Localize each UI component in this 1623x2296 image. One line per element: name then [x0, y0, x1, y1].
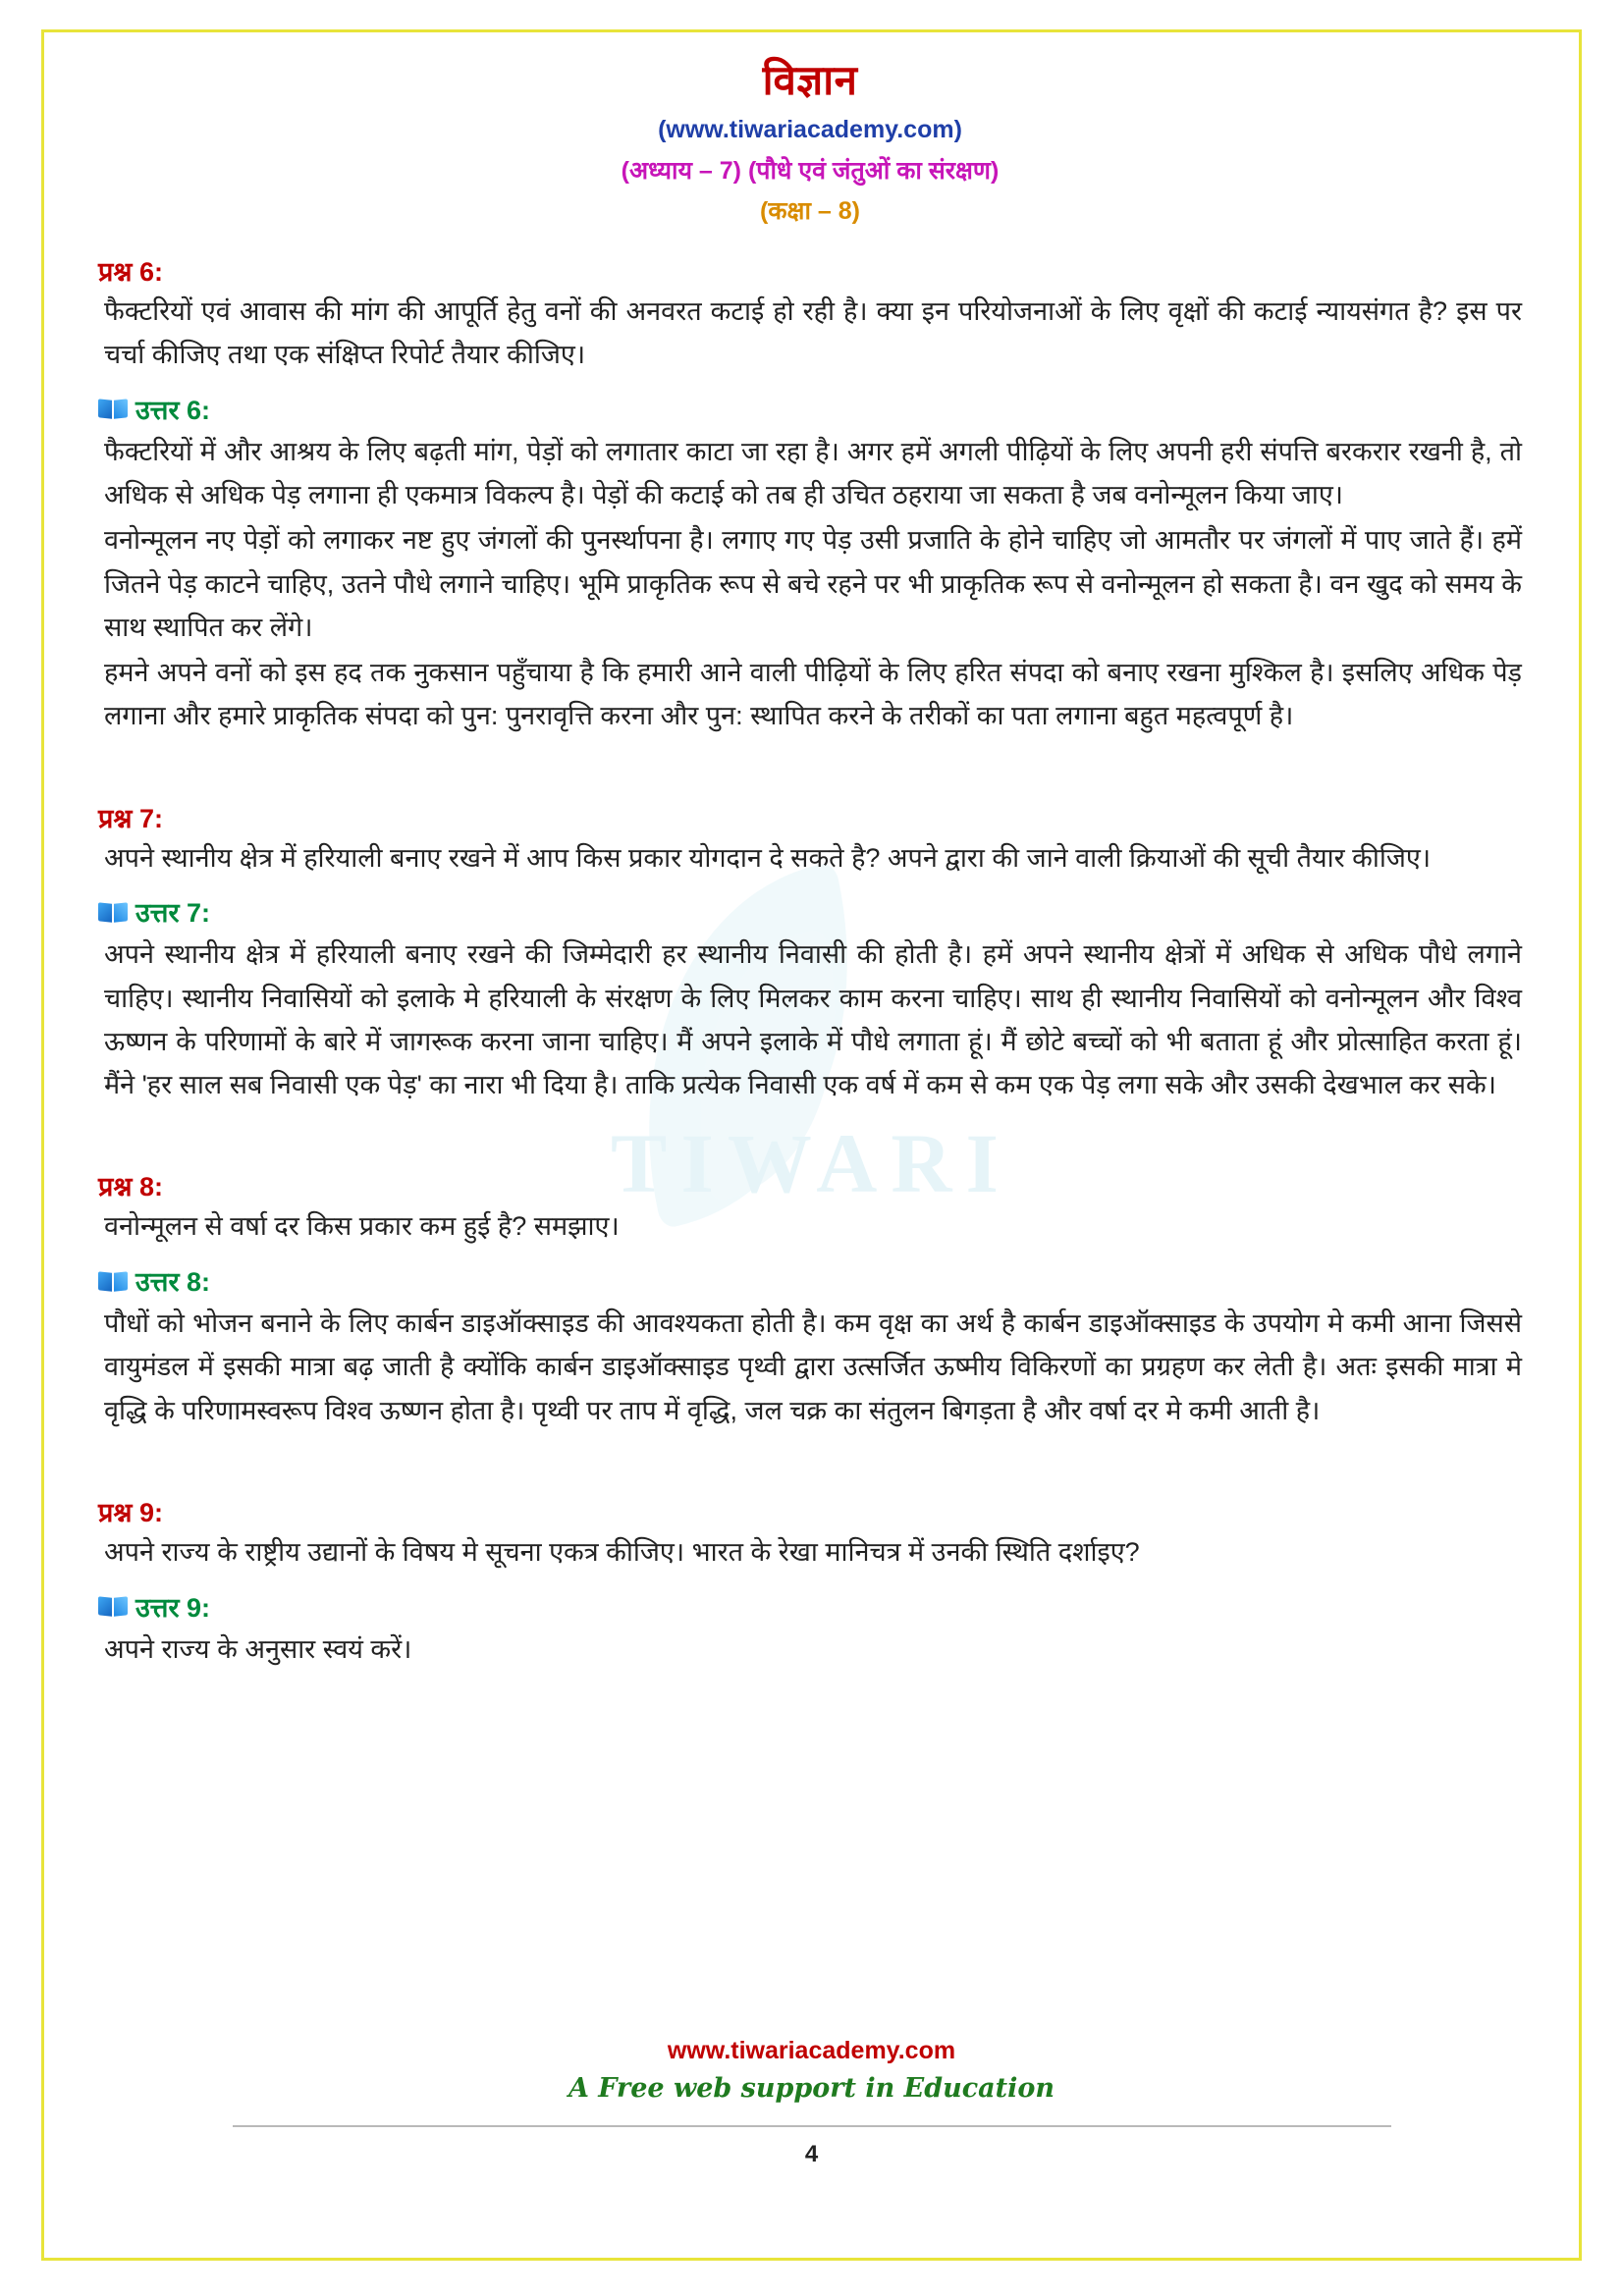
- answer-label: उत्तर 7:: [135, 898, 211, 929]
- qa-block: [98, 1167, 1522, 1432]
- document-content: [98, 57, 1522, 1673]
- answer-paragraph: वनोन्मूलन नए पेड़ों को लगाकर नष्ट हुए जंगलों की पुनर्स्थापना है। लगाए गए पेड़ उसी प्रजाति के होने चाहिए जो आमतौर पर जंगलों में पाए जाते हैं। हमें जितने पेड़ काटने चाहिए, उतने पौधे लगाने चाहिए। भूमि प्राकृतिक रूप से बचे रहने पर भी प्राकृतिक रूप से वनोन्मूलन हो सकता है। वन खुद को समय के साथ स्थापित कर लेंगे।: [104, 525, 1522, 642]
- answer-paragraph: अपने राज्य के अनुसार स्वयं करें।: [104, 1633, 412, 1664]
- question-text: वनोन्मूलन से वर्षा दर किस प्रकार कम हुई है? समझाए।: [104, 1211, 620, 1242]
- book-icon: [98, 1269, 128, 1293]
- answer-paragraph: हमने अपने वनों को इस हद तक नुकसान पहुँचाया है कि हमारी आने वाली पीढ़ियों के लिए हरित संपदा को बनाए रखना मुश्किल है। इसलिए अधिक पेड़ लगाना और हमारे प्राकृतिक संपदा को पुन: पुनरावृत्ति करना और पुन: स्थापित करने के तरीकों का पता लगाना बहुत महत्वपूर्ण है।: [104, 658, 1522, 731]
- page-footer: [0, 2037, 1623, 2168]
- header-chapter: (अध्याय – 7) (पौधे एवं जंतुओं का संरक्षण): [621, 157, 1000, 186]
- answer-paragraph: अपने स्थानीय क्षेत्र में हरियाली बनाए रखने की जिम्मेदारी हर स्थानीय निवासी की होती है। हमें अपने स्थानीय क्षेत्रों में अधिक से अधिक पौधे लगाने चाहिए। स्थानीय निवासियों को इलाके मे हरियाली के संरक्षण के लिए मिलकर काम करना चाहिए। साथ ही स्थानीय निवासियों को वनोन्मूलन और विश्व ऊष्णन के परिणामों के बारे में जागरूक करना जाना चाहिए। मैं अपने इलाके में पौधे लगाता हूं। मैं छोटे बच्चों को भी बताता हूं और प्रोत्साहित करता हूं। मैंने 'हर साल सब निवासी एक पेड़' का नारा भी दिया है। ताकि प्रत्येक निवासी एक वर्ष में कम से कम एक पेड़ लगा सके और उसकी देखभाल कर सके।: [104, 939, 1522, 1100]
- header-website: (www.tiwariacademy.com): [658, 116, 962, 144]
- qa-block: [98, 252, 1522, 737]
- footer-divider: [233, 2125, 1391, 2127]
- spacer: [98, 740, 1522, 774]
- answer-heading: [98, 1588, 1522, 1625]
- question-label: प्रश्न 8:: [98, 1172, 163, 1202]
- question-label: प्रश्न 7:: [98, 803, 163, 833]
- answer-paragraph: पौधों को भोजन बनाने के लिए कार्बन डाइऑक्साइड की आवश्यकता होती है। कम वृक्ष का अर्थ है कार्बन डाइऑक्साइड के उपयोग मे कमी आना जिससे वायुमंडल में इसकी मात्रा बढ़ जाती है क्योंकि कार्बन डाइऑक्साइड पृथ्वी द्वारा उत्सर्जित ऊष्मीय विकिरणों का प्रग्रहण कर लेती है। अतः इसकी मात्रा मे वृद्धि के परिणामस्वरूप विश्व ऊष्णन होता है। पृथ्वी पर ताप में वृद्धि, जल चक्र का संतुलन बिगड़ता है और वर्षा दर मे कमी आती है।: [104, 1308, 1522, 1425]
- book-icon: [98, 1594, 128, 1618]
- page-number: 4: [804, 2141, 819, 2167]
- qa-block: [98, 1493, 1522, 1671]
- question-label: प्रश्न 9:: [98, 1497, 163, 1527]
- book-icon: [98, 397, 128, 420]
- question-text: अपने स्थानीय क्षेत्र में हरियाली बनाए रखने में आप किस प्रकार योगदान दे सकते है? अपने द्वारा की जाने वाली क्रियाओं की सूची तैयार कीजिए।: [104, 842, 1432, 873]
- answer-heading: [98, 1262, 1522, 1299]
- spacer: [98, 1108, 1522, 1142]
- question-text: अपने राज्य के राष्ट्रीय उद्यानों के विषय मे सूचना एकत्र कीजिए। भारत के रेखा मानिचत्र में उनकी स्थिति दर्शाइए?: [104, 1536, 1140, 1567]
- spacer: [98, 1434, 1522, 1468]
- answer-paragraph: फैक्टरियों में और आश्रय के लिए बढ़ती मांग, पेड़ों को लगातार काटा जा रहा है। अगर हमें अगली पीढ़ियों के लिए अपनी हरी संपत्ति बरकरार रखनी है, तो अधिक से अधिक पेड़ लगाना ही एकमात्र विकल्प है। पेड़ों की कटाई को तब ही उचित ठहराया जा सकता है जब वनोन्मूलन किया जाए।: [104, 436, 1522, 510]
- answer-heading: [98, 391, 1522, 427]
- answer-label: उत्तर 6:: [135, 395, 211, 425]
- answer-heading: [98, 893, 1522, 930]
- footer-tagline: A Free web support in Education: [568, 2073, 1055, 2104]
- answer-label: उत्तर 8:: [135, 1267, 211, 1298]
- answer-label: उत्तर 9:: [135, 1592, 211, 1623]
- footer-website-link[interactable]: www.tiwariacademy.com: [667, 2037, 956, 2064]
- qa-block: [98, 799, 1522, 1107]
- page-title: विज्ञान: [762, 57, 858, 103]
- header-class: (कक्षा – 8): [760, 197, 860, 226]
- question-label: प्रश्न 6:: [98, 257, 163, 288]
- question-text: फैक्टरियों एवं आवास की मांग की आपूर्ति हेतु वनों की अनवरत कटाई हो रही है। क्या इन परियोजनाओं के लिए वृक्षों की कटाई न्यायसंगत है? इस पर चर्चा कीजिए तथा एक संक्षिप्त रिपोर्ट तैयार कीजिए।: [104, 296, 1522, 370]
- book-icon: [98, 900, 128, 924]
- watermark-text: TIWARI: [611, 1116, 1012, 1210]
